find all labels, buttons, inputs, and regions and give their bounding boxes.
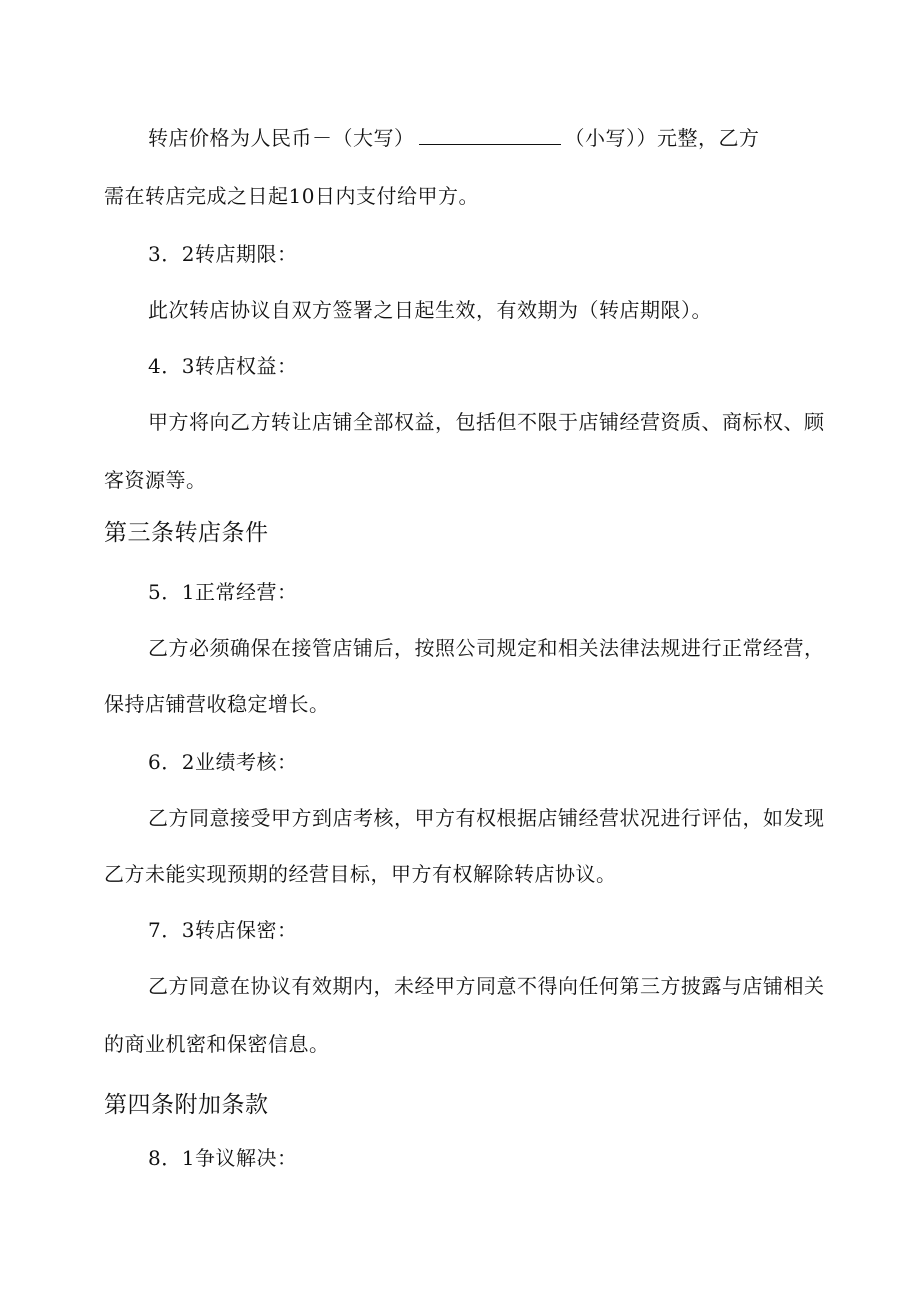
section-6-2-body-line2: 乙方未能实现预期的经营目标，甲方有权解除转店协议。 (104, 862, 617, 886)
section-3-2-body: 此次转店协议自双方签署之日起生效，有效期为（转店期限）。 (148, 298, 712, 322)
section-7-3-body-line1 (148, 972, 825, 1000)
section-4-3-body-line1 (148, 408, 825, 436)
section-7-3-body-line1-text: 乙方同意在协议有效期内，未经甲方同意不得向任何第三方披露与店铺相关 (148, 974, 825, 998)
section-5-1-title: 5．1正常经营： (148, 580, 298, 604)
price-text-after-blank: （小写））元整，乙方 (564, 126, 760, 150)
article-4-heading: 第四条附加条款 (104, 1092, 269, 1118)
price-paragraph-line2: 需在转店完成之日起10日内支付给甲方。 (104, 184, 479, 208)
section-5-1-body-line1 (148, 634, 825, 662)
section-5-1-body-line1-text: 乙方必须确保在接管店铺后，按照公司规定和相关法律法规进行正常经营， (148, 636, 825, 660)
section-8-1-title: 8．1争议解决： (148, 1146, 298, 1170)
price-paragraph-line1 (148, 124, 760, 152)
price-text-before-blank: 转店价格为人民币－（大写） (148, 126, 415, 150)
section-4-3-body-line2: 客资源等。 (104, 468, 207, 492)
price-blank-underline (419, 126, 561, 145)
section-6-2-title: 6．2业绩考核： (148, 750, 298, 774)
section-6-2-body-line1 (148, 804, 825, 832)
article-3-heading: 第三条转店条件 (104, 520, 269, 546)
section-7-3-body-line2: 的商业机密和保密信息。 (104, 1032, 330, 1056)
section-7-3-title: 7．3转店保密： (148, 918, 298, 942)
section-5-1-body-line2: 保持店铺营收稳定增长。 (104, 692, 330, 716)
section-4-3-body-line1-text: 甲方将向乙方转让店铺全部权益，包括但不限于店铺经营资质、商标权、顾 (148, 410, 825, 434)
section-4-3-title: 4．3转店权益： (148, 354, 298, 378)
section-6-2-body-line1-text: 乙方同意接受甲方到店考核，甲方有权根据店铺经营状况进行评估，如发现 (148, 806, 825, 830)
section-3-2-title: 3．2转店期限： (148, 242, 298, 266)
